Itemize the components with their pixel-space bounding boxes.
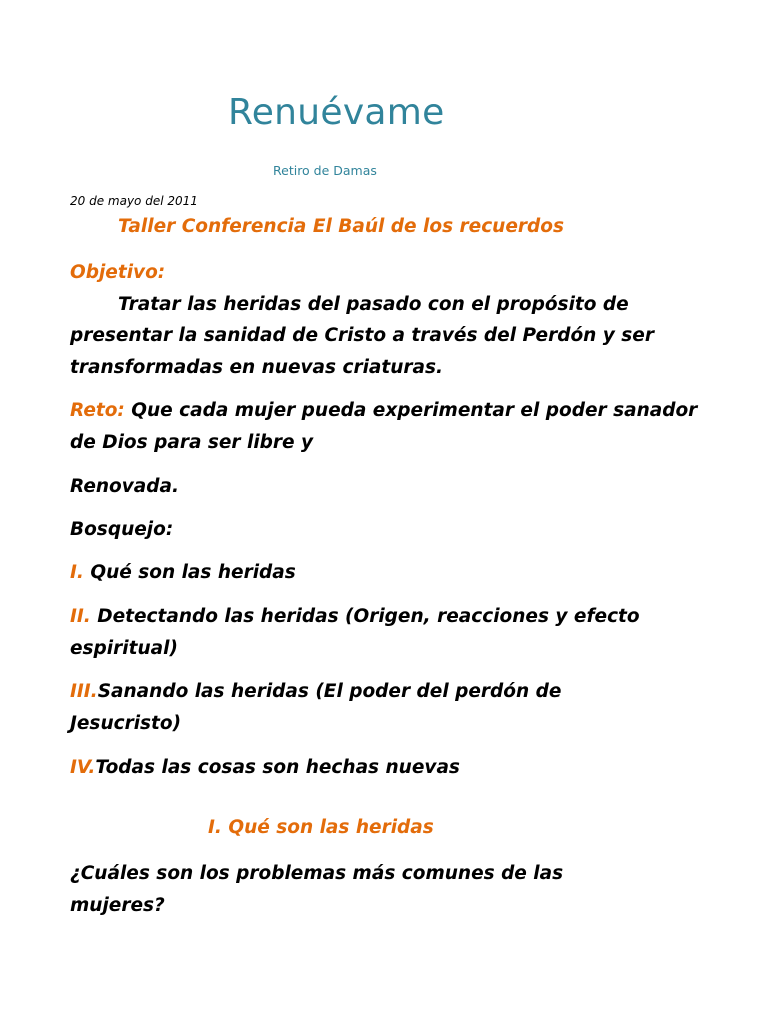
outline-item	[70, 752, 720, 784]
challenge-label: Reto:	[70, 400, 125, 421]
outline-item	[70, 557, 720, 589]
section-heading: I. Qué son las heridas	[208, 817, 434, 838]
outline-text: Todas las cosas son hechas nuevas	[95, 757, 460, 778]
document-subtitle: Retiro de Damas	[273, 163, 377, 178]
outline-numeral: IV.	[70, 757, 96, 778]
outline-text: Sanando las heridas (El poder del perdón de Jesucristo)	[70, 681, 562, 734]
outline-text: Qué son las heridas	[90, 562, 296, 583]
objective-text: Tratar las heridas del pasado con el propósito de presentar la sanidad de Cristo a través del Perdón y ser transformadas en nuevas criaturas.	[70, 293, 654, 378]
document-date: 20 de mayo del 2011	[70, 194, 198, 208]
question-text: ¿Cuáles son los problemas más comunes de las mujeres?	[70, 863, 564, 916]
outline-item	[70, 601, 710, 664]
objective-block	[70, 257, 720, 383]
challenge-block	[70, 395, 720, 458]
outline-numeral: III.	[70, 681, 98, 702]
objective-label: Objetivo:	[70, 262, 166, 283]
outline-numeral: II.	[70, 606, 91, 627]
outline-text: Detectando las heridas (Origen, reacciones y efecto espiritual)	[70, 606, 640, 659]
challenge-continued: Renovada.	[70, 476, 180, 497]
workshop-title: Taller Conferencia El Baúl de los recuerdos	[118, 216, 564, 237]
outline-numeral: I.	[70, 562, 84, 583]
challenge-text: Que cada mujer pueda experimentar el poder sanador de Dios para ser libre y	[70, 400, 698, 453]
document-title: Renuévame	[228, 92, 445, 133]
outline-label: Bosquejo:	[70, 519, 174, 540]
outline-item	[70, 676, 630, 739]
